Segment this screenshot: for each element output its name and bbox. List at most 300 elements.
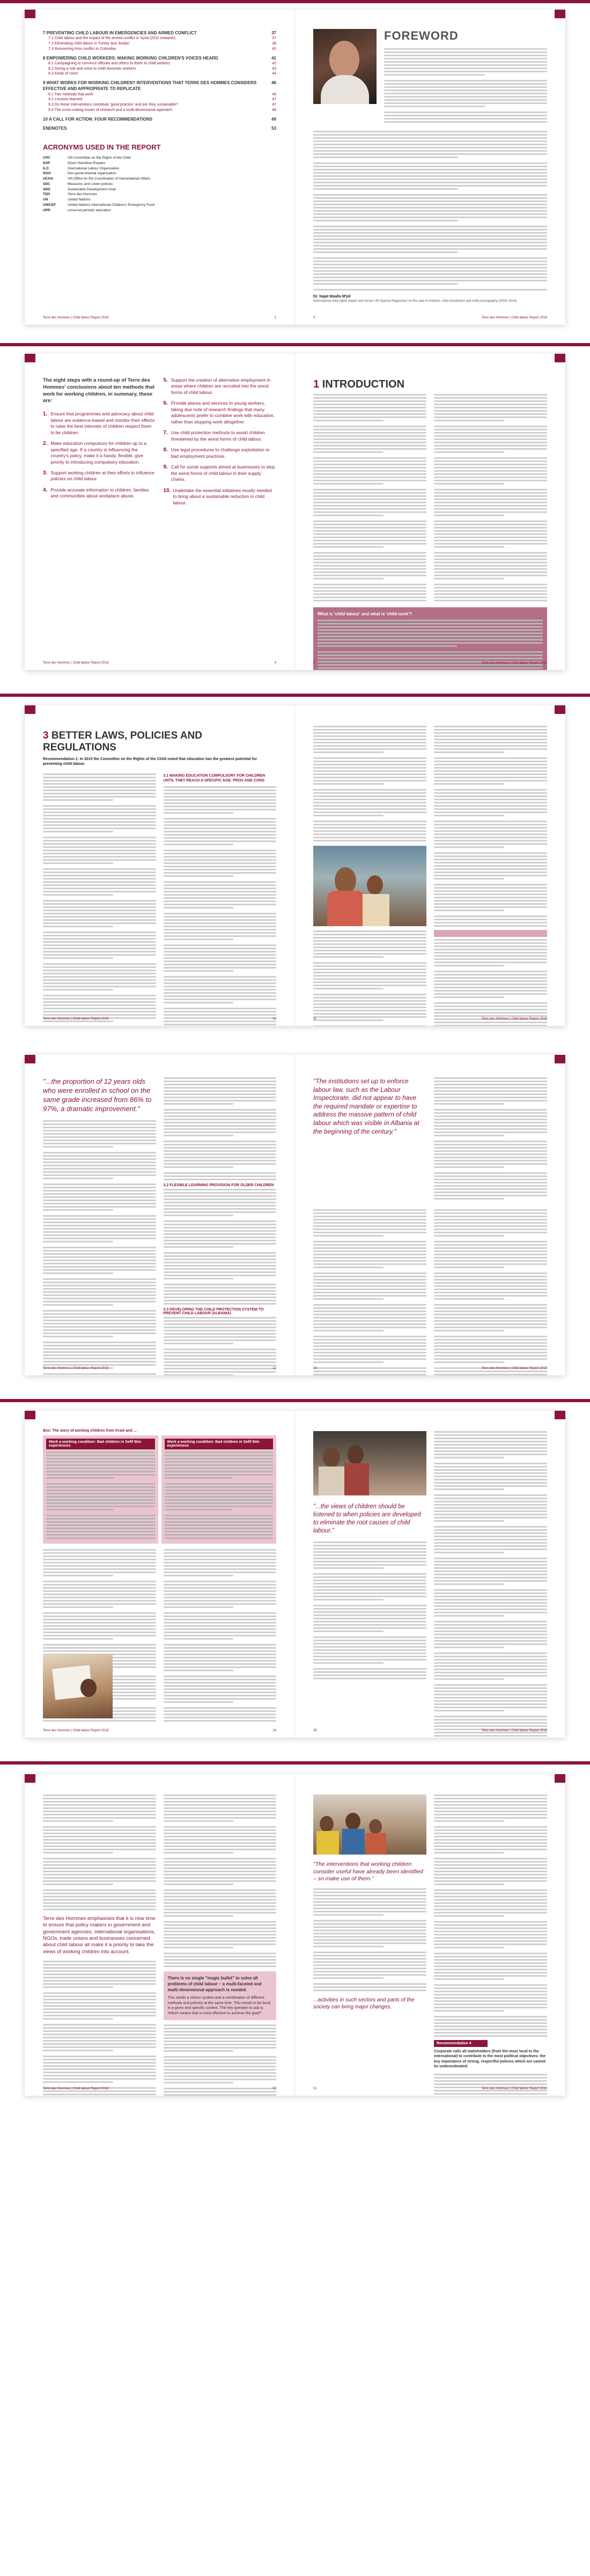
body-text-line: [43, 1584, 156, 1585]
body-text-line: [313, 559, 426, 560]
body-text-line: [434, 996, 504, 998]
body-text-line: [164, 1084, 277, 1085]
body-text-line: [164, 1224, 277, 1225]
body-text-line: [313, 460, 426, 462]
body-text-line: [434, 1093, 547, 1095]
body-text-line: [313, 1260, 426, 1262]
body-text-line: [46, 1537, 155, 1539]
acronym-row: [43, 192, 276, 197]
body-text-line: [43, 821, 156, 823]
body-text-line: [313, 229, 547, 230]
body-text-line: [43, 982, 156, 984]
body-text-line: [434, 1965, 547, 1967]
body-text-line: [384, 71, 547, 72]
body-text-line: [313, 578, 384, 579]
separator-bar: [0, 343, 590, 346]
body-text-line: [164, 1090, 277, 1092]
body-text-line: [434, 2077, 547, 2079]
body-text-line: [318, 620, 543, 621]
toc-entry-label: 9.4 The cross-cutting issues of research and a multi-dimensional approach: [48, 108, 172, 112]
body-text-line: [434, 1150, 547, 1152]
body-text-line: [164, 916, 277, 918]
acronym-value: UN Committee on the Rights of the Child: [68, 156, 131, 160]
body-text-line: [384, 64, 547, 66]
body-text-line: [384, 68, 547, 69]
body-text-line: [313, 1263, 426, 1265]
body-text-line: [164, 1343, 234, 1344]
body-text-line: [318, 645, 457, 647]
body-text-line: [434, 1494, 547, 1496]
body-text-line: [164, 1549, 277, 1551]
body-text-line: [164, 2066, 277, 2067]
body-text-line: [434, 1687, 547, 1689]
body-text-line: [384, 93, 547, 94]
body-text-line: [43, 1964, 156, 1965]
body-text-line: [434, 1006, 547, 1007]
body-text-line: [313, 1668, 426, 1670]
body-text-line: [164, 1663, 277, 1665]
toc-entry[interactable]: [43, 41, 276, 47]
body-text-line: [434, 1609, 547, 1610]
body-text-line: [384, 111, 547, 113]
body-text-line: [313, 188, 458, 190]
body-text-line: [164, 1584, 277, 1585]
body-text-line: [434, 811, 547, 813]
body-text-line: [313, 210, 547, 212]
page-footer: [43, 1367, 276, 1370]
acronym-row: [43, 161, 276, 166]
case-left-column-2: [164, 1549, 277, 1723]
body-text-line: [434, 1735, 547, 1737]
foreword-body: [313, 131, 547, 291]
body-text-line: [434, 852, 547, 854]
body-text-line: [164, 1612, 277, 1614]
body-text-line: [164, 1940, 277, 1942]
footer-text: Terre des Hommes | Child labour Report 2018: [481, 1017, 547, 1021]
body-text-line: [434, 783, 504, 785]
footer-text: Terre des Hommes | Child labour Report 2018: [481, 1367, 547, 1370]
body-text-line: [434, 1374, 547, 1375]
body-text-line: [43, 1833, 156, 1834]
page-conclusion-left: [25, 1774, 295, 2096]
body-text-line: [313, 1583, 426, 1584]
body-text-line: [434, 1631, 547, 1632]
body-text-line: [313, 1352, 426, 1353]
body-text-line: [164, 1112, 277, 1114]
body-text-line: [313, 1279, 426, 1280]
body-text-line: [43, 1209, 113, 1211]
body-text-line: [434, 1466, 547, 1468]
body-text-line: [164, 913, 277, 914]
body-text-line: [434, 1100, 547, 1101]
body-text-line: [434, 1564, 547, 1566]
body-text-line: [313, 527, 426, 528]
body-text-line: [434, 1697, 547, 1699]
body-text-line: [313, 524, 426, 525]
body-text-line: [384, 83, 547, 85]
body-text-line: [43, 1590, 156, 1592]
body-text-line: [43, 976, 156, 978]
body-text-line: [164, 1698, 277, 1700]
body-text-line: [164, 2094, 277, 2096]
body-text-line: [434, 1599, 547, 1600]
body-text-line: [434, 1927, 547, 1929]
summary-intro: The eight steps with a round-up of Terre des Hommes' conclusions about ten methods that work for working children, in summary, these are:: [43, 377, 155, 404]
toc-entry-page: 38: [272, 41, 276, 46]
body-text-line: [43, 1849, 156, 1850]
body-text-line: [313, 150, 547, 152]
body-text-line: [434, 1257, 547, 1259]
body-text-line: [434, 1994, 547, 1996]
body-text-line: [164, 1581, 277, 1582]
body-text-line: [46, 1506, 155, 1507]
body-text-line: [43, 970, 156, 971]
page-case-right: [295, 1411, 565, 1738]
acronym-row: [43, 176, 276, 182]
page-footer: [43, 661, 276, 665]
body-text-line: [43, 979, 156, 981]
body-text-line: [43, 995, 156, 996]
footer-text: Terre des Hommes | Child labour Report 2018: [481, 1729, 547, 1732]
body-text-line: [313, 773, 426, 775]
summary-item-text: Make education compulsory for children up to a specified age. If a country is influencing the country's policy, make it a handy, flexible, give priority to introducing compulsory education.: [50, 441, 146, 465]
body-text-line: [434, 571, 547, 573]
toc-entry-page: 44: [272, 72, 276, 76]
page-number: 11: [313, 1017, 317, 1021]
body-text-line: [434, 600, 547, 601]
toc-entry[interactable]: [43, 47, 276, 52]
toc-entry[interactable]: [43, 55, 276, 61]
toc-entry[interactable]: [43, 30, 276, 36]
body-text-line: [43, 989, 113, 991]
toc-entry-label: 9.2 Lessons learned: [48, 98, 83, 102]
body-text-line: [164, 799, 277, 801]
body-text-line: [313, 267, 547, 269]
body-text-line: [434, 903, 547, 905]
body-text-line: [313, 1892, 426, 1893]
body-text-line: [313, 1592, 426, 1594]
body-text-line: [434, 495, 547, 497]
body-text-line: [313, 448, 426, 450]
definition-box-title: What is 'child labour' and what is 'child work'?: [318, 612, 412, 616]
body-text-line: [313, 937, 426, 939]
body-text-line: [43, 777, 156, 778]
body-text-line: [434, 767, 547, 769]
toc-entry-page: 47: [272, 98, 276, 102]
body-text-line: [434, 1665, 547, 1667]
body-text-line: [434, 457, 547, 459]
magic-bullet-title: There is no single "magic bullet" to solve all problems of child labour – a multi-faceted and multi-dimensional approach is needed.: [167, 1976, 262, 1992]
body-text-line: [43, 1234, 156, 1236]
body-text-line: [164, 1905, 277, 1907]
footer-text: Terre des Hommes | Child labour Report 2018: [43, 1367, 109, 1370]
body-text-line: [434, 965, 504, 966]
body-text-line: [164, 1889, 277, 1891]
body-text-line: [434, 1157, 547, 1158]
case-column-b: [161, 1435, 277, 1544]
body-text-line: [313, 1652, 426, 1654]
body-text-line: [313, 571, 426, 573]
body-text-line: [434, 915, 547, 917]
body-text-line: [434, 1311, 547, 1312]
body-text-line: [434, 962, 547, 963]
body-text-line: [434, 593, 547, 595]
body-text-line: [43, 1231, 156, 1233]
body-text-line: [164, 1688, 277, 1690]
body-text-line: [43, 1162, 156, 1163]
body-text-line: [313, 1958, 426, 1960]
body-text-line: [434, 875, 547, 876]
body-text-line: [164, 1717, 277, 1718]
body-text-line: [43, 1565, 156, 1567]
body-text-line: [164, 957, 277, 959]
body-text-line: [313, 1955, 426, 1956]
body-text-line: [43, 966, 156, 968]
body-text-line: [43, 1974, 156, 1975]
body-text-line: [43, 906, 156, 908]
body-text-line: [43, 1320, 156, 1321]
body-text-line: [165, 1531, 274, 1532]
toc-entry[interactable]: [43, 97, 276, 102]
body-text-line: [434, 1899, 547, 1901]
body-text-line: [43, 1269, 156, 1271]
body-text-line: [165, 1451, 274, 1453]
toc-entry[interactable]: [43, 71, 276, 77]
summary-item-text: Provide accurate information to children, families and communities about workplace abuse.: [50, 487, 149, 499]
body-text-line: [434, 2032, 547, 2034]
body-text-line: [164, 1660, 277, 1662]
toc-entry[interactable]: [43, 61, 276, 66]
body-text-line: [43, 2024, 156, 2026]
body-text-line: [434, 429, 547, 430]
body-text-line: [164, 1628, 277, 1630]
body-text-line: [165, 1499, 274, 1501]
body-text-line: [434, 1669, 547, 1670]
body-text-line: [434, 1567, 547, 1569]
body-text-line: [313, 1968, 426, 1969]
body-text-line: [43, 1206, 156, 1208]
body-text-line: [434, 451, 504, 453]
body-text-line: [313, 780, 426, 781]
toc-entry[interactable]: [43, 80, 276, 92]
body-text-line: [434, 1128, 547, 1130]
body-text-line: [434, 1115, 547, 1117]
body-text-line: [164, 1625, 277, 1627]
body-text-line: [43, 872, 156, 873]
page-progress-right: [295, 1055, 565, 1375]
body-text-line: [43, 1575, 113, 1576]
body-text-line: [164, 919, 277, 921]
body-text-line: [434, 833, 547, 835]
body-text-line: [313, 1580, 426, 1581]
body-text-line: [434, 1317, 547, 1319]
body-text-line: [434, 584, 547, 585]
body-text-line: [164, 1268, 277, 1270]
body-text-line: [164, 1590, 277, 1592]
body-text-line: [46, 1531, 155, 1532]
interventions-quote: "The interventions that working children consider useful have already been identified – so make use of them.": [313, 1861, 423, 1882]
body-text-line: [434, 562, 547, 563]
acronym-key: OCHA: [43, 177, 54, 181]
body-text-line: [164, 1233, 277, 1235]
toc-entry[interactable]: [43, 108, 276, 113]
toc-entry[interactable]: [43, 102, 276, 108]
body-text-line: [164, 932, 277, 934]
summary-item: [164, 464, 277, 482]
body-text-line: [313, 1311, 426, 1312]
body-text-line: [313, 498, 426, 500]
page-number: 51: [313, 2087, 317, 2090]
body-text-line: [313, 1678, 426, 1679]
body-text-line: [164, 1349, 277, 1350]
body-text-line: [434, 1279, 547, 1280]
acronym-row: [43, 197, 276, 203]
body-text-line: [313, 1320, 426, 1322]
body-text-line: [164, 1284, 277, 1285]
body-text-line: [434, 1247, 547, 1249]
body-text-line: [313, 207, 547, 209]
body-text-line: [164, 1685, 277, 1687]
body-text-line: [313, 540, 426, 541]
body-text-line: [434, 1441, 547, 1442]
body-text-line: [43, 2068, 156, 2070]
body-text-line: [164, 2059, 277, 2061]
body-text-line: [164, 1962, 277, 1964]
toc-entry[interactable]: [43, 92, 276, 98]
toc-entry-page: 43: [272, 66, 276, 71]
body-text-line: [434, 990, 547, 992]
body-text-line: [313, 1659, 426, 1661]
page-number: 12: [272, 1367, 276, 1370]
page-toc: [25, 10, 295, 325]
body-text-line: [313, 1295, 426, 1297]
body-text-line: [313, 1257, 426, 1259]
toc-entry[interactable]: [43, 36, 276, 41]
toc-entry[interactable]: [43, 125, 276, 131]
body-text-line: [43, 1301, 156, 1302]
laws-column-2: [164, 786, 277, 1026]
body-text-line: [434, 1282, 547, 1284]
body-text-line: [313, 1371, 426, 1372]
body-text-line: [164, 2028, 277, 2029]
body-text-line: [43, 2081, 113, 2083]
body-text-line: [46, 1461, 155, 1463]
body-text-line: [313, 824, 426, 825]
body-text-line: [164, 1707, 277, 1709]
body-text-line: [164, 1087, 277, 1089]
body-text-line: [434, 1009, 547, 1010]
body-text-line: [313, 226, 547, 227]
body-text-line: [313, 172, 547, 174]
body-text-line: [313, 811, 426, 813]
body-text-line: [43, 1345, 156, 1346]
toc-entry[interactable]: [43, 116, 276, 122]
body-text-line: [164, 1842, 277, 1844]
body-text-line: [43, 1572, 156, 1573]
body-text-line: [313, 584, 426, 585]
body-text-line: [434, 1087, 547, 1089]
summary-item-number: 4.: [43, 487, 48, 493]
page-laws-left: [25, 705, 295, 1026]
toc-entry[interactable]: [43, 66, 276, 72]
body-text-line: [43, 954, 156, 956]
body-text-line: [434, 1485, 547, 1487]
body-text-line: [164, 1937, 277, 1939]
body-text-line: [313, 1933, 426, 1934]
body-text-line: [313, 1558, 426, 1559]
toc-entry-page: 46: [272, 92, 276, 96]
body-text-line: [434, 1463, 547, 1464]
body-text-line: [43, 1635, 156, 1636]
body-text-line: [313, 530, 426, 532]
body-text-line: [434, 878, 504, 880]
body-text-line: [313, 162, 547, 164]
body-text-line: [43, 973, 156, 974]
intro-column-2: [434, 394, 547, 603]
body-text-line: [434, 587, 547, 589]
case-column-a: [43, 1435, 158, 1544]
summary-item: [43, 487, 156, 500]
body-text-line: [318, 632, 543, 634]
body-text-line: [313, 144, 547, 145]
body-text-line: [318, 623, 543, 624]
acronym-value: International Labour Organisation: [68, 166, 120, 170]
acronym-key: DSP: [43, 161, 50, 165]
body-text-line: [164, 1826, 277, 1828]
body-text-line: [434, 757, 547, 759]
body-text-line: [434, 1605, 547, 1607]
body-text-line: [164, 1915, 234, 1917]
body-text-line: [43, 1967, 156, 1969]
body-text-line: [164, 1211, 277, 1213]
body-text-line: [434, 1842, 547, 1844]
body-text-line: [164, 2075, 277, 2077]
case-column-a-text: [46, 1451, 155, 1539]
body-text-line: [313, 739, 426, 740]
top-bar: [0, 0, 590, 3]
body-text-line: [313, 445, 426, 446]
body-text-line: [43, 1871, 156, 1872]
body-text-line: [164, 850, 277, 851]
body-text-line: [313, 1235, 384, 1237]
body-text-line: [164, 1327, 277, 1328]
body-text-line: [165, 1477, 232, 1479]
body-text-line: [43, 1215, 156, 1217]
body-text-line: [434, 2026, 547, 2027]
body-text-line: [164, 989, 277, 991]
acronym-value: Non-governmental organisation: [68, 172, 116, 176]
body-text-line: [164, 967, 277, 969]
body-text-line: [434, 410, 547, 412]
body-text-line: [164, 1290, 277, 1292]
body-text-line: [434, 1371, 547, 1372]
section-title: BETTER LAWS, POLICIES AND REGULATIONS: [43, 730, 202, 753]
body-text-line: [434, 751, 504, 753]
body-text-line: [313, 1567, 384, 1569]
body-text-line: [313, 1216, 426, 1217]
body-text-line: [164, 944, 277, 946]
body-text-line: [165, 1506, 274, 1507]
body-text-line: [434, 1836, 547, 1837]
body-text-line: [46, 1464, 155, 1466]
body-text-line: [43, 935, 156, 936]
body-text-line: [43, 1008, 156, 1009]
body-text-line: [43, 1001, 156, 1003]
body-text-line: [164, 1909, 277, 1910]
body-text-line: [164, 1864, 277, 1866]
page-number: 2: [274, 316, 276, 319]
body-text-line: [434, 1561, 547, 1562]
